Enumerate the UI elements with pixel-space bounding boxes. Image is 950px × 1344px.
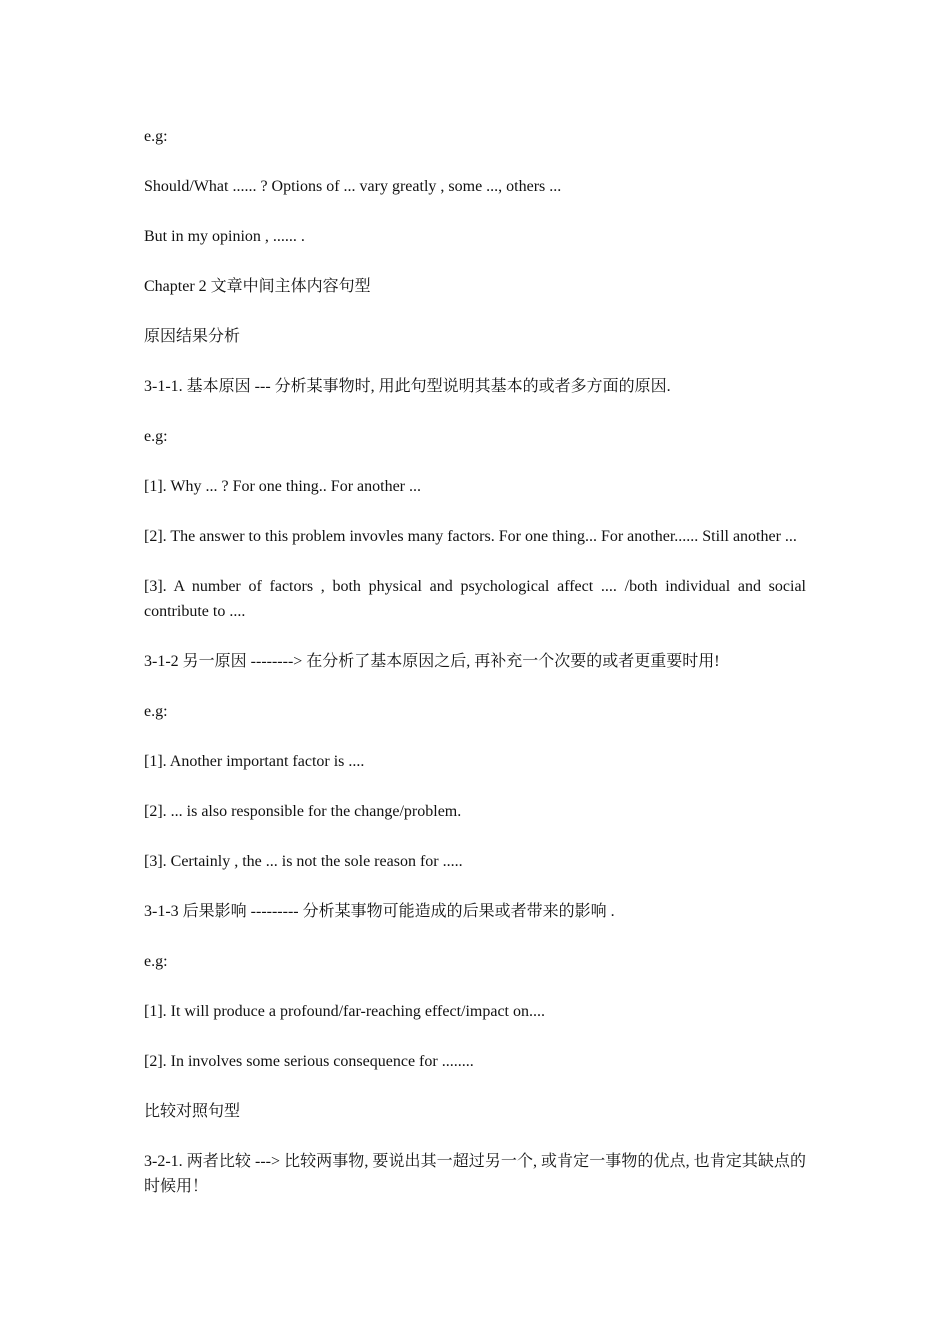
opinion-pattern-text: But in my opinion , ...... . <box>144 228 305 245</box>
subsection-3-2-1-heading: 3-2-1. 两者比较 ---> 比较两事物, 要说出其一超过另一个, 或肯定一事物的优点, 也肯定其缺点的时候用！ <box>144 1153 806 1195</box>
example-label: e.g: <box>144 428 168 445</box>
example-item: [2]. In involves some serious consequence for ........ <box>144 1053 474 1070</box>
example-item: [3]. Certainly , the ... is not the sole reason for ..... <box>144 853 463 870</box>
example-label: e.g: <box>144 128 168 145</box>
chapter-heading: Chapter 2 文章中间主体内容句型 <box>144 278 371 295</box>
example-item: [1]. It will produce a profound/far-reaching effect/impact on.... <box>144 1003 545 1020</box>
example-item: [3]. A number of factors , both physical and psychological affect .... /both individual and social contribute to .... <box>144 578 806 620</box>
example-label: e.g: <box>144 703 168 720</box>
document-body <box>144 124 806 1224</box>
opening-pattern-text: Should/What ...... ? Options of ... vary greatly , some ..., others ... <box>144 178 562 195</box>
example-label: e.g: <box>144 953 168 970</box>
subsection-3-1-1-heading: 3-1-1. 基本原因 --- 分析某事物时, 用此句型说明其基本的或者多方面的原因. <box>144 378 671 395</box>
example-item: [2]. The answer to this problem invovles many factors. For one thing... For another...... Still another ... <box>144 528 797 545</box>
example-item: [1]. Why ... ? For one thing.. For another ... <box>144 478 421 495</box>
subsection-3-1-3-heading: 3-1-3 后果影响 --------- 分析某事物可能造成的后果或者带来的影响 . <box>144 903 615 920</box>
subsection-3-1-2-heading: 3-1-2 另一原因 --------> 在分析了基本原因之后, 再补充一个次要的或者更重要时用! <box>144 653 720 670</box>
section-heading-cause-effect: 原因结果分析 <box>144 328 241 345</box>
section-heading-comparison: 比较对照句型 <box>144 1103 241 1120</box>
example-item: [2]. ... is also responsible for the change/problem. <box>144 803 462 820</box>
example-item: [1]. Another important factor is .... <box>144 753 365 770</box>
